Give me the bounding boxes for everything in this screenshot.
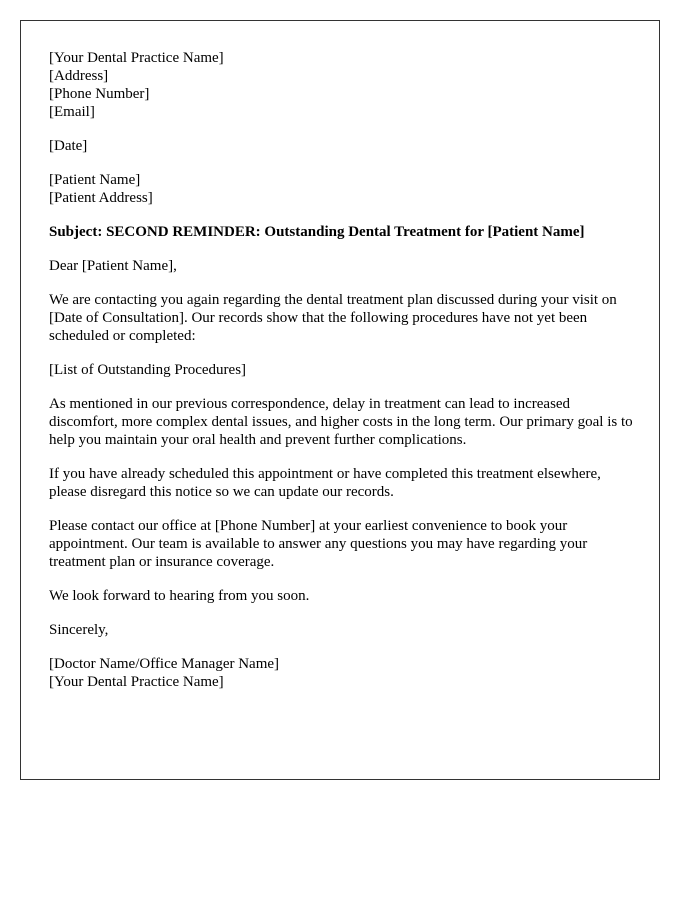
letter-page [20, 20, 660, 780]
sender-block [49, 49, 639, 121]
sender-phone: [Phone Number] [49, 86, 150, 102]
recipient-block [49, 171, 639, 207]
letter-date: [Date] [49, 138, 88, 154]
paragraph-consequences: As mentioned in our previous correspondence, delay in treatment can lead to increased discomfort, more complex dental issues, and higher costs in the long term. Our primary goal is to help you maintain your oral health and prevent further complications. [49, 396, 633, 448]
sender-practice-name: [Your Dental Practice Name] [49, 50, 224, 66]
salutation: Dear [Patient Name], [49, 258, 177, 274]
sender-email: [Email] [49, 104, 95, 120]
sender-address: [Address] [49, 68, 109, 84]
paragraph-intro: We are contacting you again regarding the dental treatment plan discussed during your visit on [Date of Consultation]. Our records show that the following procedures have not yet been scheduled or completed: [49, 292, 617, 344]
subject-line: Subject: SECOND REMINDER: Outstanding Dental Treatment for [Patient Name] [49, 224, 585, 240]
date-block [49, 137, 639, 155]
paragraph-closing-remark: We look forward to hearing from you soon. [49, 588, 310, 604]
signature-practice: [Your Dental Practice Name] [49, 674, 224, 690]
recipient-address: [Patient Address] [49, 190, 153, 206]
signature-name: [Doctor Name/Office Manager Name] [49, 656, 280, 672]
paragraph-disregard: If you have already scheduled this appointment or have completed this treatment elsewhere, please disregard this notice so we can update our records. [49, 466, 601, 500]
recipient-name: [Patient Name] [49, 172, 141, 188]
letter-content [49, 49, 639, 707]
signature-block [49, 655, 639, 691]
closing: Sincerely, [49, 622, 109, 638]
paragraph-contact: Please contact our office at [Phone Number] at your earliest convenience to book your appointment. Our team is available to answer any questions you may have regarding your treatment plan or insurance coverage. [49, 518, 588, 570]
paragraph-procedures-list: [List of Outstanding Procedures] [49, 362, 247, 378]
